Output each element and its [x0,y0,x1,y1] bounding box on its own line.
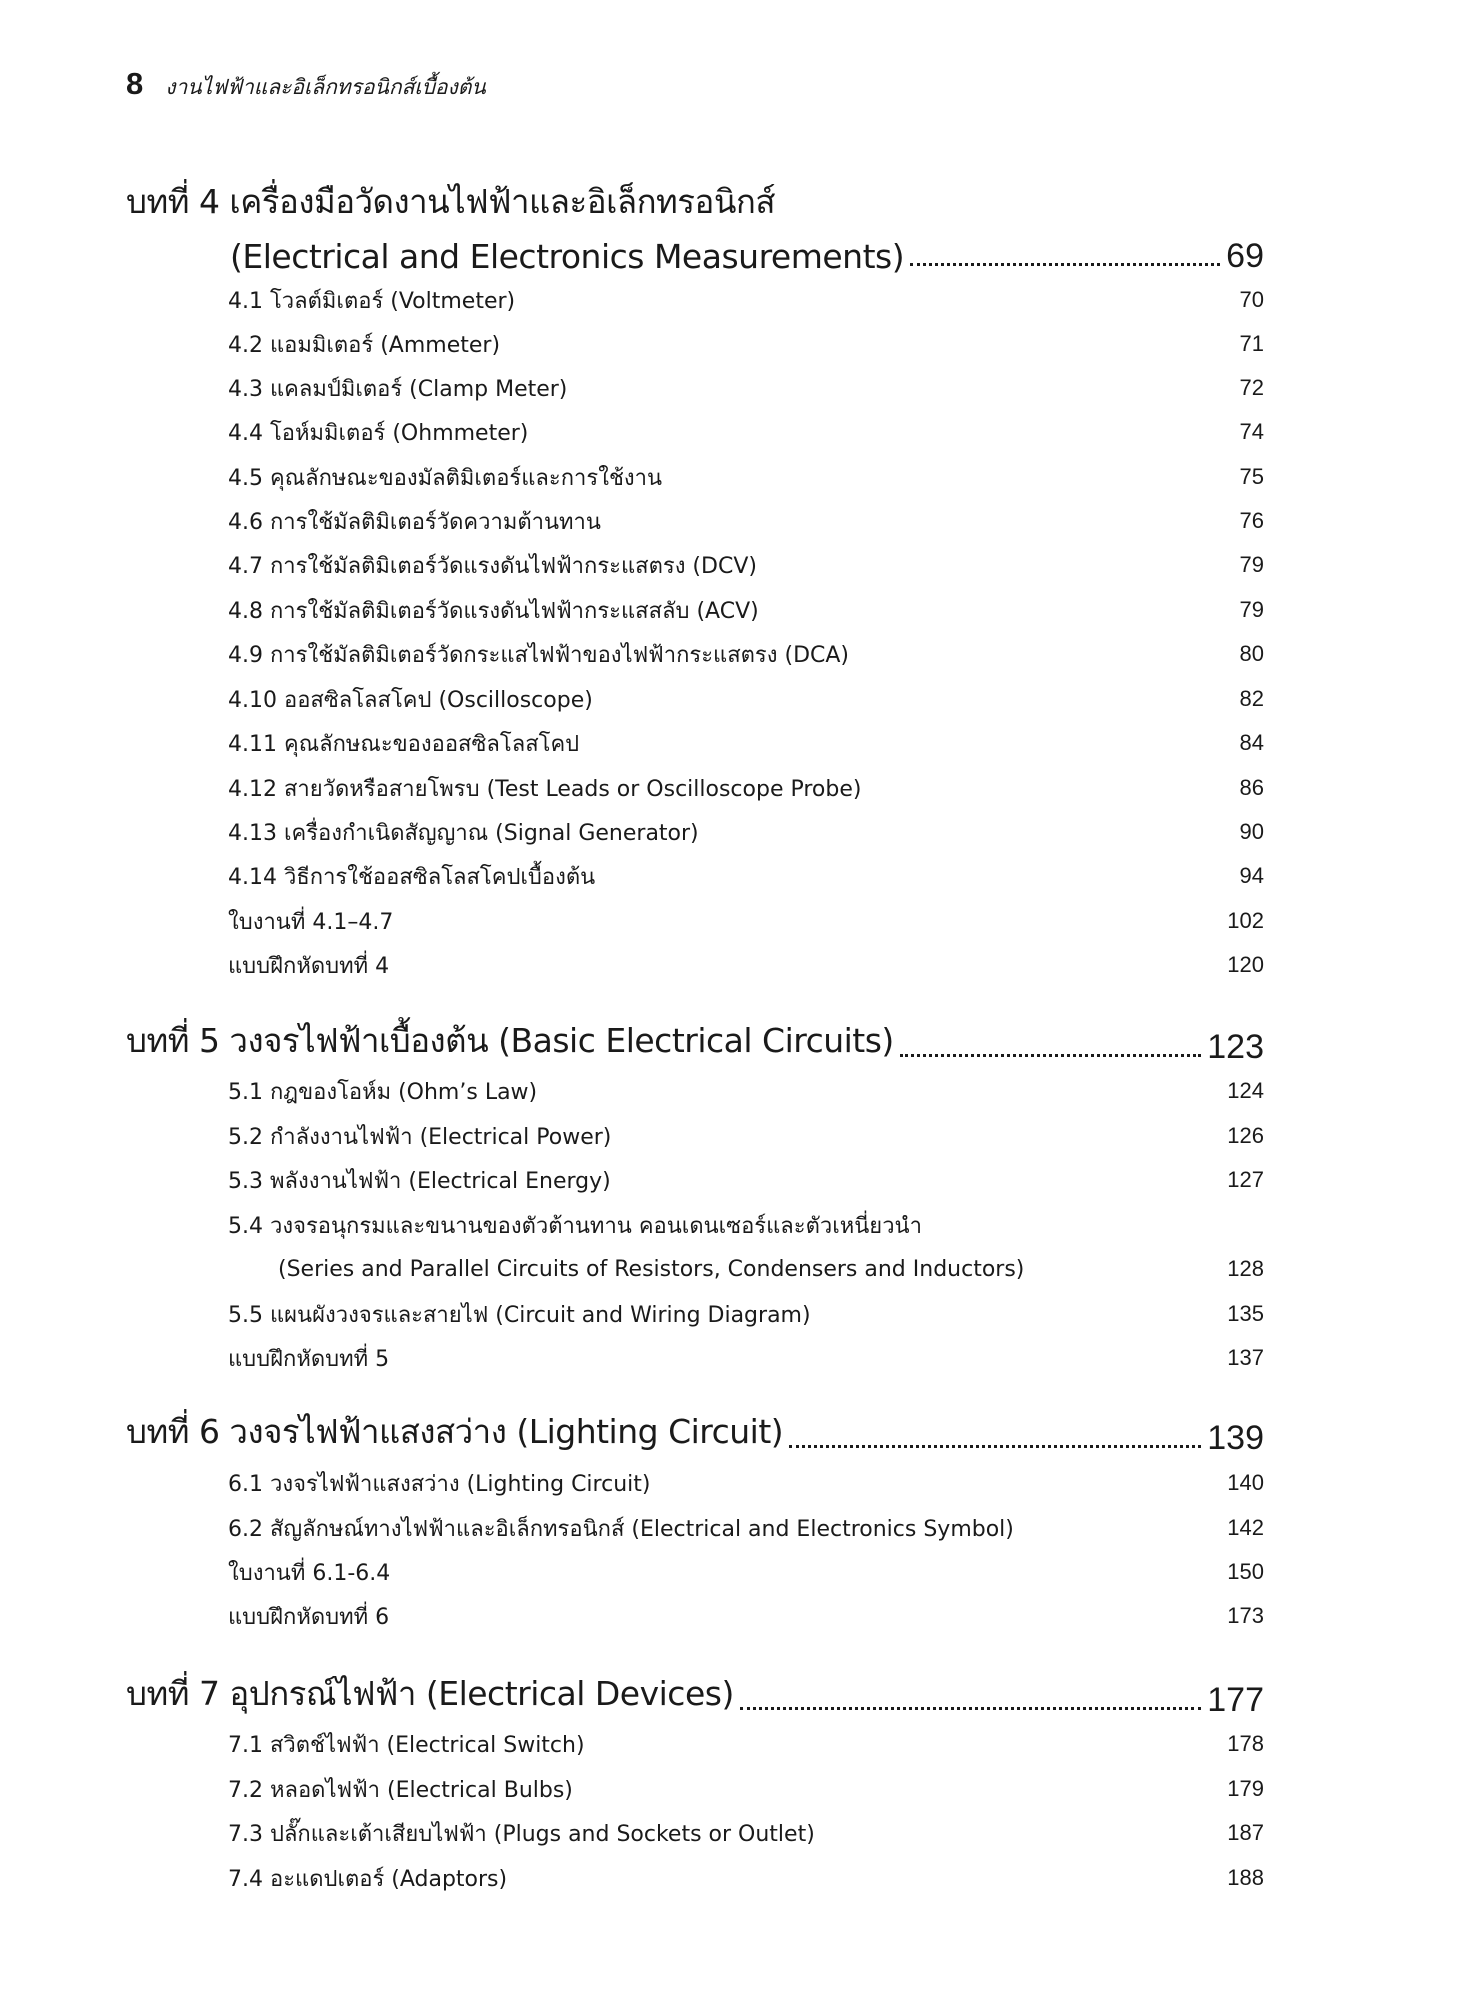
toc-entry-title: 5.4 วงจรอนุกรมและขนานของตัวต้านทาน คอนเดนเซอร์และตัวเหนี่ยวนำ [228,1213,922,1239]
toc-entry [228,1511,1264,1545]
toc-entry [228,815,1264,849]
chapter-4-title: บทที่ 4 เครื่องมือวัดงานไฟฟ้าและอิเล็กทรอนิกส์ [126,182,776,221]
toc-entry-page: 150 [1227,1559,1264,1584]
dot-leader [740,1707,1201,1710]
toc-entry-title: ใบงานที่ 4.1–4.7 [228,909,394,935]
toc-entry-page: 90 [1239,819,1264,844]
toc-entry [228,1727,1264,1761]
toc-entry-title: 4.3 แคลมป์มิเตอร์ (Clamp Meter) [228,376,568,402]
toc-entry [228,1208,1264,1242]
toc-entry [228,1555,1264,1589]
toc-entry-title: 4.9 การใช้มัลติมิเตอร์วัดกระแสไฟฟ้าของไฟฟ้ากระแสตรง (DCA) [228,642,850,668]
toc-entry-page: 140 [1227,1470,1264,1495]
toc-entry [228,859,1264,893]
toc-entry [228,327,1264,361]
chapter-4-heading [126,180,1264,228]
toc-entry-title: 4.4 โอห์มมิเตอร์ (Ohmmeter) [228,420,529,446]
toc-entry-page: 79 [1239,597,1264,622]
toc-entry [228,771,1264,805]
toc-entry-page: 79 [1239,552,1264,577]
toc-entry-page: 142 [1227,1515,1264,1540]
chapter-5-title: บทที่ 5 วงจรไฟฟ้าเบื้องต้น (Basic Electrical Circuits) [126,1021,894,1060]
toc-entry-title: 5.5 แผนผังวงจรและสายไฟ (Circuit and Wiring Diagram) [228,1302,811,1328]
toc-entry-page: 120 [1227,952,1264,977]
toc-entry [228,415,1264,449]
toc-entry [228,904,1264,938]
toc-entry-title: 6.1 วงจรไฟฟ้าแสงสว่าง (Lighting Circuit) [228,1471,651,1497]
toc-entry [228,593,1264,627]
toc-entry-title: ใบงานที่ 6.1-6.4 [228,1560,391,1586]
toc-entry [228,948,1264,982]
book-title: งานไฟฟ้าและอิเล็กทรอนิกส์เบื้องต้น [165,75,486,99]
chapter-5-heading [126,1019,1264,1067]
chapter-6-page: 139 [1207,1419,1264,1457]
dot-leader [900,1054,1201,1057]
toc-entry-page: 94 [1239,863,1264,888]
toc-entry [228,637,1264,671]
toc-entry-title: 4.12 สายวัดหรือสายโพรบ (Test Leads or Oscilloscope Probe) [228,776,862,802]
toc-entry-title: 5.2 กำลังงานไฟฟ้า (Electrical Power) [228,1124,612,1150]
toc-entry [228,548,1264,582]
toc-entry [228,371,1264,405]
chapter-4-subtitle: (Electrical and Electronics Measurements) [230,237,905,276]
toc-entry-title: 6.2 สัญลักษณ์ทางไฟฟ้าและอิเล็กทรอนิกส์ (Electrical and Electronics Symbol) [228,1516,1014,1542]
toc-entry-page: 188 [1227,1865,1264,1890]
toc-entry [228,1163,1264,1197]
chapter-6-title: บทที่ 6 วงจรไฟฟ้าแสงสว่าง (Lighting Circuit) [126,1412,784,1451]
toc-entry-title: 4.13 เครื่องกำเนิดสัญญาณ (Signal Generator) [228,820,699,846]
toc-entry [228,1341,1264,1375]
toc-entry-title: 4.5 คุณลักษณะของมัลติมิเตอร์และการใช้งาน [228,465,663,491]
toc-entry [228,1599,1264,1633]
dot-leader [910,263,1220,266]
toc-entry [228,1861,1264,1895]
toc-entry-title: 5.1 กฎของโอห์ม (Ohm’s Law) [228,1079,538,1105]
toc-entry-title: 7.1 สวิตช์ไฟฟ้า (Electrical Switch) [228,1732,585,1758]
toc-entry-page: 179 [1227,1776,1264,1801]
toc-entry-title: 7.4 อะแดปเตอร์ (Adaptors) [228,1866,508,1892]
chapter-7-title: บทที่ 7 อุปกรณ์ไฟฟ้า (Electrical Devices) [126,1674,734,1713]
toc-entry-page: 187 [1227,1820,1264,1845]
chapter-7-heading [126,1672,1264,1720]
toc-entry-page: 80 [1239,641,1264,666]
toc-entry-page: 178 [1227,1731,1264,1756]
toc-entry-title: 7.2 หลอดไฟฟ้า (Electrical Bulbs) [228,1777,573,1803]
toc-entry-page: 74 [1239,419,1264,444]
toc-entry [228,1074,1264,1108]
toc-entry-title: 4.1 โวลต์มิเตอร์ (Voltmeter) [228,288,516,314]
toc-entry-page: 137 [1227,1345,1264,1370]
toc-entry-title: 4.10 ออสซิลโลสโคป (Oscilloscope) [228,687,593,713]
dot-leader [789,1445,1201,1448]
chapter-6-heading [126,1410,1264,1458]
running-header [126,66,486,106]
toc-entry-continuation [278,1252,1264,1286]
toc-entry-title: 4.14 วิธีการใช้ออสซิลโลสโคปเบื้องต้น [228,864,596,890]
toc-entry-page: 173 [1227,1603,1264,1628]
toc-entry-page: 75 [1239,464,1264,489]
chapter-5-page: 123 [1207,1028,1264,1066]
toc-entry-title: (Series and Parallel Circuits of Resistors, Condensers and Inductors) [278,1256,1025,1282]
toc-entry [228,1466,1264,1500]
toc-entry-title: 7.3 ปลั๊กและเต้าเสียบไฟฟ้า (Plugs and Sockets or Outlet) [228,1821,815,1847]
toc-entry-title: 4.2 แอมมิเตอร์ (Ammeter) [228,332,501,358]
toc-entry [228,682,1264,716]
toc-entry [228,1297,1264,1331]
chapter-4-subheading [230,228,1264,276]
toc-entry [228,283,1264,317]
toc-entry-page: 70 [1239,287,1264,312]
toc-entry-page: 127 [1227,1167,1264,1192]
chapter-4-page: 69 [1226,237,1264,275]
toc-entry-page: 126 [1227,1123,1264,1148]
toc-entry [228,1816,1264,1850]
toc-entry-title: 5.3 พลังงานไฟฟ้า (Electrical Energy) [228,1168,611,1194]
toc-entry [228,1119,1264,1153]
toc-entry-page: 72 [1239,375,1264,400]
toc-entry-page: 102 [1227,908,1264,933]
toc-entry-title: 4.8 การใช้มัลติมิเตอร์วัดแรงดันไฟฟ้ากระแสสลับ (ACV) [228,598,759,624]
toc-entry-title: 4.6 การใช้มัลติมิเตอร์วัดความต้านทาน [228,509,601,535]
toc-entry [228,460,1264,494]
toc-entry-page: 82 [1239,686,1264,711]
toc-entry-title: แบบฝึกหัดบทที่ 5 [228,1346,390,1372]
toc-entry [228,1772,1264,1806]
toc-entry [228,504,1264,538]
toc-entry-title: 4.11 คุณลักษณะของออสซิลโลสโคป [228,731,580,757]
toc-entry-page: 124 [1227,1078,1264,1103]
toc-entry [228,726,1264,760]
toc-entry-page: 128 [1227,1256,1264,1281]
toc-entry-page: 135 [1227,1301,1264,1326]
chapter-7-page: 177 [1207,1681,1264,1719]
toc-entry-page: 76 [1239,508,1264,533]
page-number: 8 [126,66,144,101]
toc-entry-page: 86 [1239,775,1264,800]
toc-entry-page: 84 [1239,730,1264,755]
toc-entry-title: 4.7 การใช้มัลติมิเตอร์วัดแรงดันไฟฟ้ากระแสตรง (DCV) [228,553,757,579]
toc-entry-title: แบบฝึกหัดบทที่ 4 [228,953,390,979]
toc-entry-title: แบบฝึกหัดบทที่ 6 [228,1604,390,1630]
toc-entry-page: 71 [1239,331,1264,356]
